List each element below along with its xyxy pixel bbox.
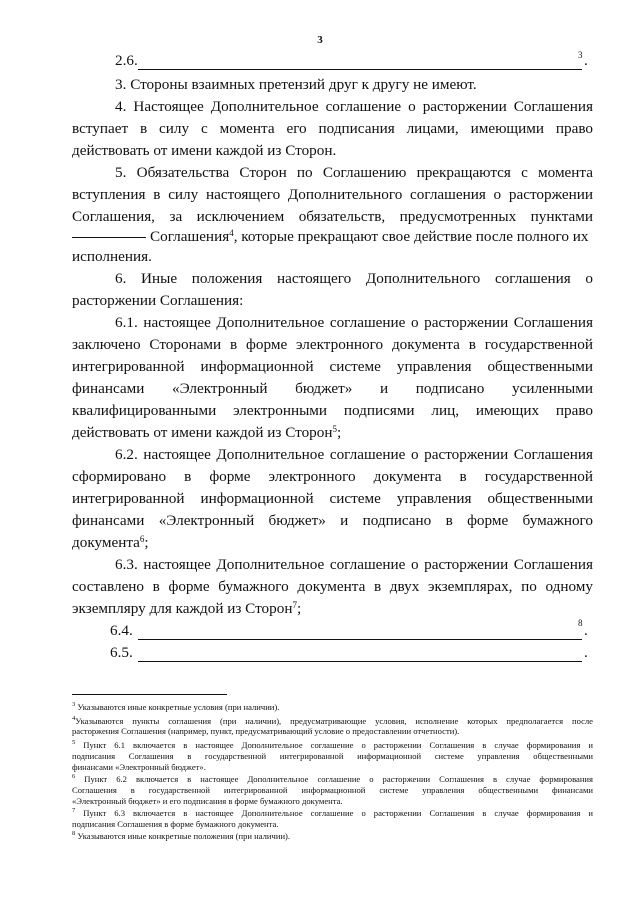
- clause-6-5-label: 6.5.: [110, 644, 133, 661]
- footnote-4-line-2: расторжения Соглашения (например, пункт, предусматривающий условие о предоставлении отчетности).: [72, 726, 460, 736]
- clause-4-line-3: действовать от имени каждой из Сторон.: [72, 142, 337, 159]
- clause-6-1-line-6: действовать от имени каждой из Сторон$^5$;: [72, 424, 342, 441]
- clause-4-line-1: 4. Настоящее Дополнительное соглашение о расторжении Соглашения: [115, 98, 593, 115]
- clause-6-1-line-5: квалифицированными электронными подписями лиц, имеющих право: [72, 402, 593, 419]
- footnote-4-line-1: $^4$Указываются пункты соглашения (при наличии), предусматривающие условия, исполнение которых предполагается после: [72, 715, 593, 726]
- footnote-3: $^3$ Указываются иные конкретные условия (при наличии).: [72, 701, 280, 712]
- clause-6-3-line-2: составлено в форме бумажного документа в двух экземплярах, по одному: [72, 578, 593, 595]
- blank-line-6-5: [138, 646, 582, 662]
- clause-5-line-4: Соглашения$^4$, которые прекращают свое действие после полного их: [150, 228, 589, 245]
- clause-4-line-2: вступает в силу с момента его подписания лицами, имеющими право: [72, 120, 593, 137]
- clause-6-1-line-3: интегрированной информационной системе управления общественными: [72, 358, 593, 375]
- footnote-5-line-3: финансами «Электронный бюджет».: [72, 762, 206, 772]
- clause-6-2-line-4: финансами «Электронный бюджет» и подписано в форме бумажного: [72, 512, 593, 529]
- clause-5-line-5: исполнения.: [72, 248, 152, 265]
- footnote-separator: [72, 694, 227, 695]
- clause-6-1-line-2: заключено Сторонами в форме электронного документа в государственной: [72, 336, 593, 353]
- footnote-6-line-1: $^6$ Пункт 6.2 включается в настоящее Дополнительное соглашение о расторжении Соглашения в случае формирования: [72, 773, 593, 784]
- clause-6-line-1: 6. Иные положения настоящего Дополнительного соглашения о: [115, 270, 593, 287]
- clause-5-line-1: 5. Обязательства Сторон по Соглашению прекращаются с момента: [115, 164, 593, 181]
- footnote-ref-4: 4: [229, 228, 234, 238]
- clause-6-4-label: 6.4.: [110, 622, 133, 639]
- footnote-7-line-2: подписания Соглашения в форме бумажного документа.: [72, 819, 279, 829]
- clause-6-4-dot: .: [584, 622, 588, 639]
- footnote-5-line-1: $^5$ Пункт 6.1 включается в настоящее Дополнительное соглашение о расторжении Соглашения в случае формирования и: [72, 739, 593, 750]
- clause-6-2-line-3: интегрированной информационной системе управления общественными: [72, 490, 593, 507]
- clause-6-5-dot: .: [584, 644, 588, 661]
- footnote-ref-7: 7: [292, 600, 297, 610]
- clause-6-3-line-1: 6.3. настоящее Дополнительное соглашение о расторжении Соглашения: [115, 556, 593, 573]
- clause-2-6-dot: .: [584, 52, 588, 69]
- footnote-5-line-2: подписания Соглашения в государственной интегрированной информационной системе управления общественными: [72, 751, 593, 761]
- clause-6-1-line-1: 6.1. настоящее Дополнительное соглашение о расторжении Соглашения: [115, 314, 593, 331]
- blank-line-6-4: [138, 624, 582, 640]
- footnote-7-line-1: $^7$ Пункт 6.3 включается в настоящее Дополнительное соглашение о расторжении Соглашения в случае формирования и: [72, 807, 593, 818]
- clause-6-1-line-4: финансами «Электронный бюджет» и подписано усиленными: [72, 380, 593, 397]
- footnote-ref-8: 8: [578, 618, 583, 628]
- clause-6-3-line-3: экземпляру для каждой из Сторон$^7$;: [72, 600, 302, 617]
- footnote-8: $^8$ Указываются иные конкретные положения (при наличии).: [72, 830, 291, 841]
- clause-6-2-line-1: 6.2. настоящее Дополнительное соглашение о расторжении Соглашения: [115, 446, 593, 463]
- clause-6-line-2: расторжении Соглашения:: [72, 292, 244, 309]
- page-number: 3: [317, 34, 323, 46]
- blank-points: [72, 227, 146, 238]
- footnote-6-line-3: «Электронный бюджет» и его подписания в форме бумажного документа.: [72, 796, 343, 806]
- clause-6-2-line-5: документа$^6$;: [72, 534, 149, 551]
- footnote-ref-5: 5: [332, 424, 337, 434]
- footnote-ref-3: 3: [578, 50, 583, 60]
- blank-line-2-6: [138, 54, 582, 70]
- clause-6-2-line-2: сформировано в форме электронного документа в государственной: [72, 468, 593, 485]
- footnote-6-line-2: Соглашения в государственной интегрированной информационной системе управления общественными финансами: [72, 785, 593, 795]
- clause-5-line-2: вступления в силу настоящего Дополнительного соглашения о расторжении: [72, 186, 593, 203]
- clause-3: 3. Стороны взаимных претензий друг к другу не имеют.: [115, 76, 477, 93]
- clause-2-6-label: 2.6.: [115, 52, 138, 69]
- footnote-ref-6: 6: [139, 534, 145, 544]
- clause-5-line-3: Соглашения, за исключением обязательств, предусмотренных пунктами: [72, 208, 593, 225]
